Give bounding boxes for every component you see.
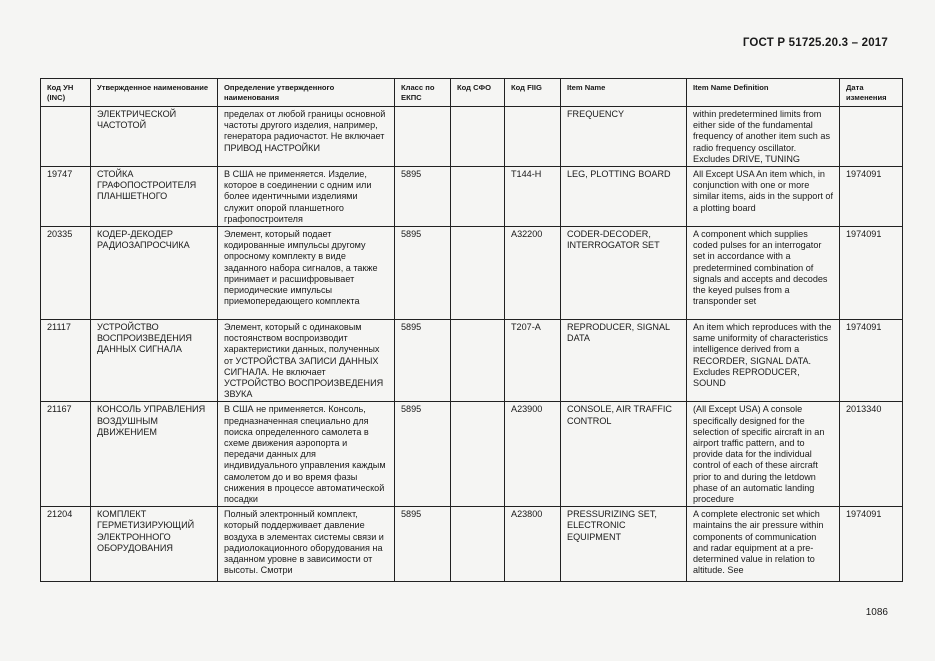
cell-item-definition: An item which reproduces with the same uniformity of characteristics intelligence derived from a RECORDER, SIGNAL DATA. Excludes REPRODUCER, SOUND (687, 320, 840, 402)
cell-name-ru: УСТРОЙСТВО ВОСПРОИЗВЕДЕНИЯ ДАННЫХ СИГНАЛА (91, 320, 218, 402)
cell-class: 5895 (395, 227, 451, 320)
column-header-inc: Код УН (INC) (41, 79, 91, 107)
table-row (41, 402, 903, 507)
cell-sfo (451, 167, 505, 227)
cell-class: 5895 (395, 507, 451, 582)
cell-item-name: REPRODUCER, SIGNAL DATA (561, 320, 687, 402)
cell-definition-ru: В США не применяется. Изделие, которое в соединении с одним или более идентичными изделиями служит опорой планшетного графопостроителя (218, 167, 395, 227)
column-header-sfo: Код СФО (451, 79, 505, 107)
cell-item-name: PRESSURIZING SET, ELECTRONIC EQUIPMENT (561, 507, 687, 582)
cell-sfo (451, 227, 505, 320)
cell-name-ru: КОДЕР-ДЕКОДЕР РАДИОЗАПРОСЧИКА (91, 227, 218, 320)
cell-name-ru: ЭЛЕКТРИЧЕСКОЙ ЧАСТОТОЙ (91, 107, 218, 167)
cell-inc: 19747 (41, 167, 91, 227)
column-header-item-definition: Item Name Definition (687, 79, 840, 107)
cell-item-definition: within predetermined limits from either side of the fundamental frequency of another item such as radio frequency oscillator. Excludes DRIVE, TUNING (687, 107, 840, 167)
column-header-name-ru: Утвержденное наименование (91, 79, 218, 107)
table-row (41, 107, 903, 167)
column-header-date: Дата изменения (840, 79, 903, 107)
table-header-row (41, 79, 903, 107)
cell-date: 2013340 (840, 402, 903, 507)
page-number: 1086 (865, 607, 888, 618)
cell-fiig: A32200 (505, 227, 561, 320)
cell-inc: 21167 (41, 402, 91, 507)
table-row (41, 507, 903, 582)
cell-sfo (451, 402, 505, 507)
cell-inc (41, 107, 91, 167)
column-header-item-name: Item Name (561, 79, 687, 107)
cell-item-name: CODER-DECODER, INTERROGATOR SET (561, 227, 687, 320)
cell-inc: 20335 (41, 227, 91, 320)
table-row (41, 227, 903, 320)
cell-class (395, 107, 451, 167)
cell-class: 5895 (395, 402, 451, 507)
cell-item-definition: (All Except USA) A console specifically designed for the selection of specific aircraft in an airport traffic pattern, and to provide data for the individual control of each of these aircraft prior to and during the letdown phase of an automatic landing procedure (687, 402, 840, 507)
column-header-definition-ru: Определение утвержденного наименования (218, 79, 395, 107)
cell-fiig (505, 107, 561, 167)
cell-fiig: T144-H (505, 167, 561, 227)
cell-inc: 21204 (41, 507, 91, 582)
cell-definition-ru: Полный электронный комплект, который поддерживает давление воздуха в элементах системы связи и радиолокационного оборудования на заданном уровне в зависимости от высоты. Смотри (218, 507, 395, 582)
cell-sfo (451, 507, 505, 582)
cell-item-name: CONSOLE, AIR TRAFFIC CONTROL (561, 402, 687, 507)
cell-inc: 21117 (41, 320, 91, 402)
table-row (41, 320, 903, 402)
cell-class: 5895 (395, 320, 451, 402)
cell-item-definition: All Except USA An item which, in conjunction with one or more similar items, aids in the support of a plotting board (687, 167, 840, 227)
document-title: ГОСТ Р 51725.20.3 – 2017 (742, 37, 888, 49)
cell-definition-ru: Элемент, который с одинаковым постоянством воспроизводит характеристики данных, полученных от УСТРОЙСТВА ЗАПИСИ ДАННЫХ СИГНАЛА. Не включает УСТРОЙСТВО ВОСПРОИЗВЕДЕНИЯ ЗВУКА (218, 320, 395, 402)
cell-name-ru: КОНСОЛЬ УПРАВЛЕНИЯ ВОЗДУШНЫМ ДВИЖЕНИЕМ (91, 402, 218, 507)
cell-definition-ru: пределах от любой границы основной частоты другого изделия, например, генератора радиочастот. Не включает ПРИВОД НАСТРОЙКИ (218, 107, 395, 167)
cell-date: 1974091 (840, 320, 903, 402)
cell-definition-ru: Элемент, который подает кодированные импульсы другому опросному комплекту в виде заданного набора сигналов, а также принимает и расшифровывает периодические импульсы приемопередающего комплекта (218, 227, 395, 320)
cell-name-ru: СТОЙКА ГРАФОПОСТРОИТЕЛЯ ПЛАНШЕТНОГО (91, 167, 218, 227)
cell-class: 5895 (395, 167, 451, 227)
cell-name-ru: КОМПЛЕКТ ГЕРМЕТИЗИРУЮЩИЙ ЭЛЕКТРОННОГО ОБОРУДОВАНИЯ (91, 507, 218, 582)
cell-item-definition: A complete electronic set which maintains the air pressure within components of communication and radar equipment at a pre-determined value in relation to altitude. See (687, 507, 840, 582)
cell-item-name: LEG, PLOTTING BOARD (561, 167, 687, 227)
cell-fiig: A23900 (505, 402, 561, 507)
cell-date: 1974091 (840, 167, 903, 227)
cell-date: 1974091 (840, 507, 903, 582)
cell-definition-ru: В США не применяется. Консоль, предназначенная специально для поиска определенного самолета в схеме движения аэропорта и передачи данных для индивидуального управления каждым самолетом до и во время фазы снижения в процессе автоматической посадки (218, 402, 395, 507)
cell-date: 1974091 (840, 227, 903, 320)
cell-fiig: T207-A (505, 320, 561, 402)
table-row (41, 167, 903, 227)
cell-item-name: FREQUENCY (561, 107, 687, 167)
cell-sfo (451, 320, 505, 402)
column-header-fiig: Код FIIG (505, 79, 561, 107)
cell-fiig: A23800 (505, 507, 561, 582)
cell-date (840, 107, 903, 167)
catalog-table (40, 78, 903, 582)
cell-sfo (451, 107, 505, 167)
column-header-class: Класс по ЕКПС (395, 79, 451, 107)
cell-item-definition: A component which supplies coded pulses for an interrogator set in accordance with a predetermined combination of signals and accepts and decodes the keyed pulses from a transponder set (687, 227, 840, 320)
